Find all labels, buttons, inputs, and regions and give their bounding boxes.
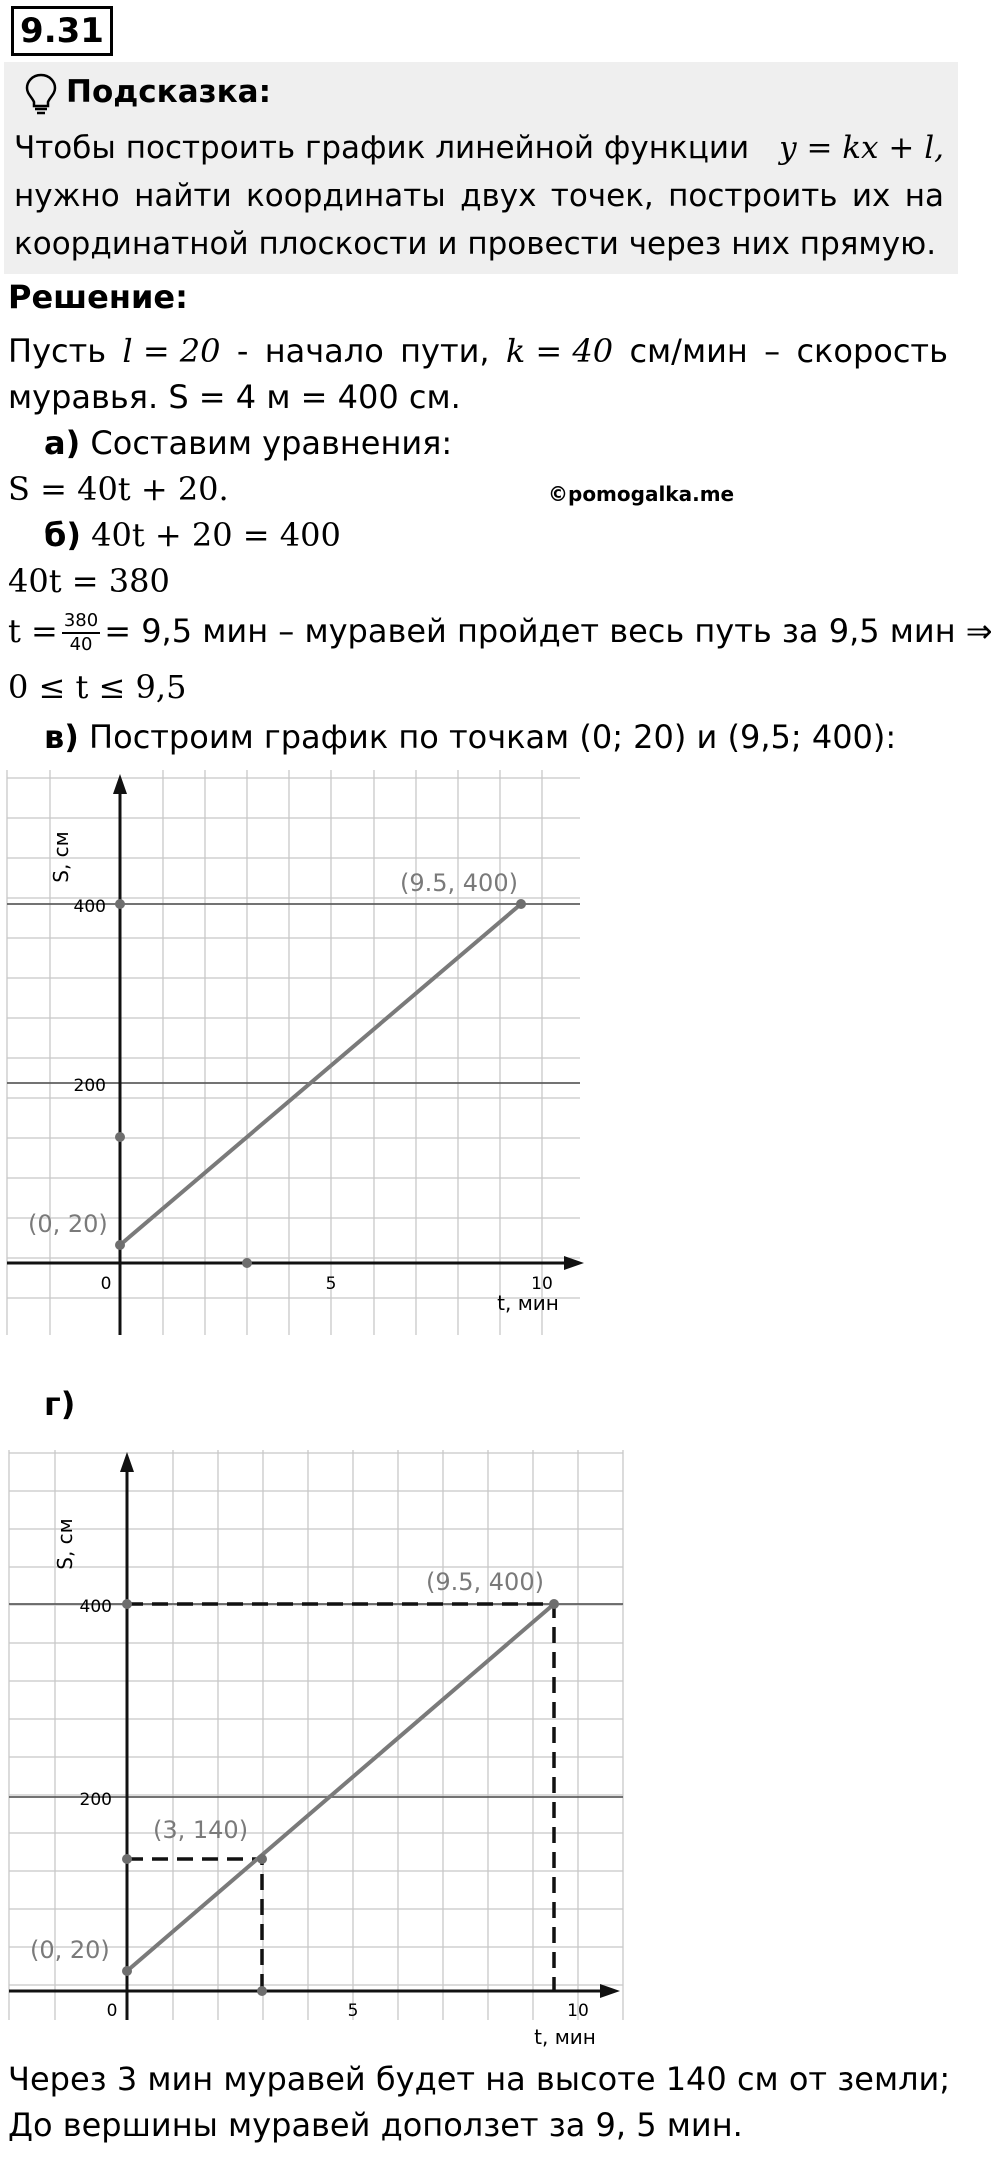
- hint-line-2: [14, 178, 944, 214]
- equation-4: [8, 610, 993, 656]
- part-v-label: в): [44, 718, 79, 756]
- point-x-3: [257, 1986, 267, 1996]
- y-tick-label: 400: [73, 897, 106, 917]
- fraction: [62, 610, 100, 656]
- point-x-3: [242, 1258, 252, 1268]
- hint-word: на: [904, 178, 944, 214]
- part-v-text: Построим график по точкам (0; 20) и (9,5; 400):: [89, 718, 897, 756]
- x-axis-arrow: [600, 1984, 620, 1998]
- y-tick-label: 200: [73, 1076, 106, 1096]
- point-y-400: [115, 899, 125, 909]
- point-0-20: [122, 1966, 132, 1976]
- point-y-140: [115, 1132, 125, 1142]
- watermark: ©pomogalka.me: [548, 482, 735, 506]
- word: скорость: [796, 332, 948, 370]
- hint-word: построить: [668, 178, 838, 214]
- x-tick-label: 10: [531, 1274, 553, 1294]
- point-y-400: [122, 1599, 132, 1609]
- hint-title: Подсказка:: [66, 74, 271, 110]
- point-y-140: [122, 1854, 132, 1864]
- x-tick-label: 5: [347, 2001, 359, 2021]
- y-axis-arrow: [120, 1452, 134, 1472]
- point-label: (0, 20): [30, 1936, 110, 1964]
- point-label: (3, 140): [153, 1816, 249, 1844]
- hint-word: двух: [460, 178, 537, 214]
- hint-text: Чтобы построить график линейной функции: [14, 130, 750, 166]
- equation-1: S = 40t + 20.: [8, 470, 229, 508]
- problem-number: 9.31: [11, 6, 113, 56]
- y-tick-label: 400: [79, 1597, 112, 1617]
- equation-4-lhs: t =: [8, 612, 58, 650]
- part-a: [44, 424, 452, 462]
- equation-2: 40t + 20 = 400: [91, 516, 341, 554]
- y-tick-label: 200: [79, 1790, 112, 1810]
- word: -: [236, 332, 249, 370]
- point-label: (9.5, 400): [426, 1568, 544, 1596]
- graph-g: [0, 1450, 640, 2049]
- equation-3: 40t = 380: [8, 562, 170, 600]
- part-a-label: а): [44, 424, 81, 462]
- x-tick-label: 5: [325, 1274, 337, 1294]
- x-tick-label: 10: [567, 2001, 589, 2021]
- hint-line-3: координатной плоскости и провести через них прямую.: [14, 226, 937, 262]
- part-b-label: б): [44, 516, 81, 554]
- inequality: 0 ≤ t ≤ 9,5: [8, 668, 187, 706]
- part-a-text: Составим уравнения:: [90, 424, 453, 462]
- part-g-label: г): [44, 1385, 76, 1423]
- solution-line-2: муравья. S = 4 м = 400 см.: [8, 378, 461, 416]
- y-axis-label: S, см: [49, 831, 73, 883]
- word: Пусть: [8, 332, 107, 370]
- hint-word: нужно: [14, 178, 120, 214]
- part-v: [44, 718, 896, 756]
- solution-title: Решение:: [8, 278, 188, 316]
- x-axis-label: t, мин: [534, 2025, 596, 2049]
- hint-word: найти: [134, 178, 232, 214]
- y-axis-arrow: [113, 774, 127, 794]
- hint-word: координаты: [246, 178, 446, 214]
- x-tick-label: 0: [100, 1274, 112, 1294]
- conclusion-2: До вершины муравей доползет за 9, 5 мин.: [8, 2106, 743, 2144]
- conclusion-1: Через 3 мин муравей будет на высоте 140 см от земли;: [8, 2060, 951, 2098]
- point-label: (0, 20): [28, 1210, 108, 1238]
- part-b: [44, 516, 341, 554]
- word: –: [764, 332, 781, 370]
- function-line: [127, 1604, 554, 1971]
- word: начало: [264, 332, 384, 370]
- lightbulb-icon: [24, 72, 58, 116]
- point-0-20: [115, 1240, 125, 1250]
- grid: [7, 770, 580, 1335]
- y-axis-label: S, см: [53, 1518, 77, 1570]
- point-3-140: [257, 1854, 267, 1864]
- fraction-denominator: 40: [69, 634, 93, 655]
- x-axis-label: t, мин: [497, 1291, 559, 1315]
- graph-v: [0, 770, 600, 1340]
- formula: l = 20: [122, 332, 221, 370]
- equation-4-rest: = 9,5 мин – муравей пройдет весь путь за 9,5 мин ⇒: [104, 612, 993, 650]
- solution-line-1: [8, 332, 948, 370]
- x-tick-label: 0: [106, 2001, 118, 2021]
- fraction-numerator: 380: [62, 610, 100, 634]
- point-label: (9.5, 400): [400, 869, 518, 897]
- grid: [9, 1450, 623, 2020]
- hint-word: их: [851, 178, 891, 214]
- formula: k = 40: [505, 332, 614, 370]
- point-9.5-400: [549, 1599, 559, 1609]
- word: см/мин: [629, 332, 748, 370]
- hint-line-1: [14, 130, 944, 166]
- point-9.5-400: [516, 899, 526, 909]
- hint-word: точек,: [550, 178, 654, 214]
- hint-formula: y = kx + l,: [779, 130, 944, 166]
- function-line: [120, 904, 521, 1245]
- word: пути,: [400, 332, 490, 370]
